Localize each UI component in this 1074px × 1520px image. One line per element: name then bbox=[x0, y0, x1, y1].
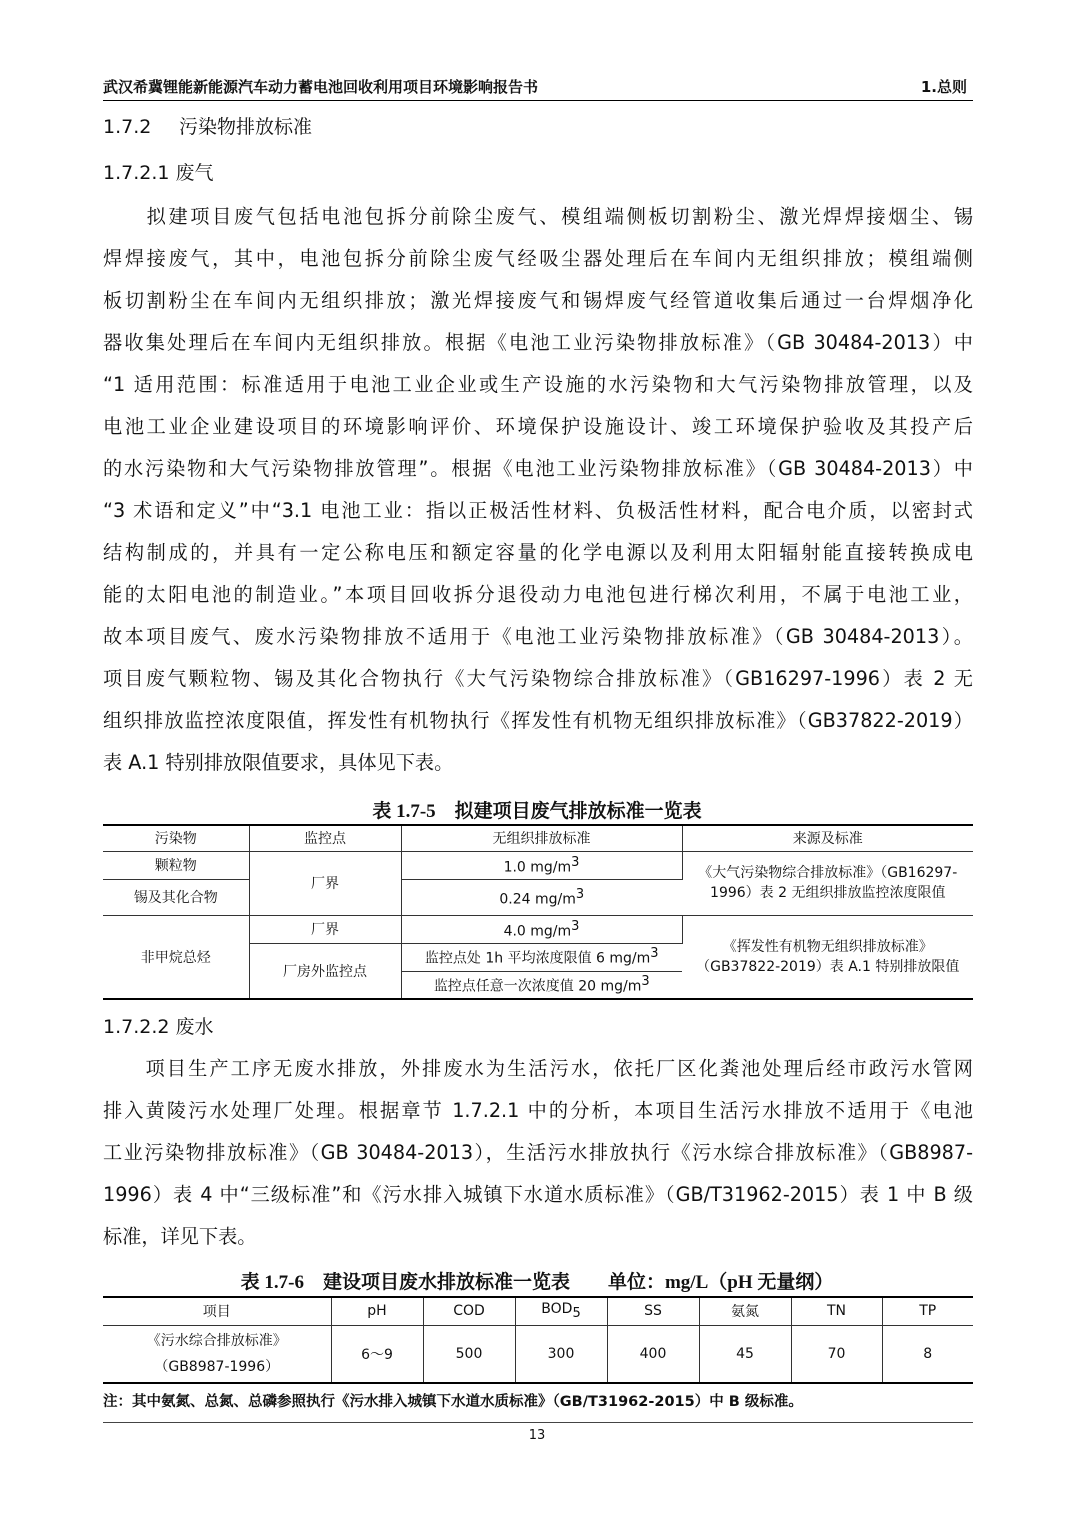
standard-code-line: （GB8987-1996） bbox=[154, 1358, 280, 1375]
section-heading bbox=[103, 112, 312, 139]
paragraph-line: 器收集处理后在车间内无组织排放。根据《电池工业污染物排放标准》（GB 30484-2013）中 bbox=[103, 331, 973, 354]
source-cell: 《大气污染物综合排放标准》（GB16297-1996）表 2 无组织排放监控浓度限值 bbox=[682, 851, 973, 915]
value-cell: 45 bbox=[699, 1325, 791, 1383]
unit-superscript: 3 bbox=[575, 886, 585, 902]
paragraph-line: 故本项目废气、废水污染物排放不适用于《电池工业污染物排放标准》（GB 30484-2013）。 bbox=[103, 625, 973, 648]
value-cell: 400 bbox=[607, 1325, 699, 1383]
wastewater-paragraph bbox=[103, 1048, 973, 1258]
table-header-cell: 项目 bbox=[103, 1297, 331, 1325]
limit-value: 监控点任意一次浓度值 20 mg/m bbox=[433, 978, 642, 995]
report-title: 武汉希冀锂能新能源汽车动力蓄电池回收利用项目环境影响报告书 bbox=[103, 78, 539, 96]
table-header-cell bbox=[515, 1297, 607, 1325]
limit-cell bbox=[401, 943, 682, 971]
table2-caption: 表 1.7-6 建设项目废水排放标准一览表 单位：mg/L（pH 无量纲） bbox=[240, 1272, 834, 1293]
paragraph-line: 组织排放监控浓度限值，挥发性有机物执行《挥发性有机物无组织排放标准》（GB37822-2019） bbox=[103, 709, 973, 732]
limit-value: 4.0 mg/m bbox=[503, 923, 572, 940]
paragraph-line: 表 A.1 特别排放限值要求，具体见下表。 bbox=[103, 751, 454, 774]
monitor-point-cell: 厂界 bbox=[249, 915, 401, 943]
table-note: 注：其中氨氮、总氮、总磷参照执行《污水排入城镇下水道水质标准》（GB/T31962-2015）中 B 级标准。 bbox=[103, 1394, 803, 1410]
section-number: 1.7.2 bbox=[103, 116, 152, 138]
paragraph-line: 项目生产工序无废水排放，外排废水为生活污水，依托厂区化粪池处理后经市政污水管网 bbox=[103, 1057, 973, 1080]
source-cell: 《挥发性有机物无组织排放标准》（GB37822-2019）表 A.1 特别排放限值 bbox=[682, 915, 973, 999]
table-header-cell: 监控点 bbox=[249, 825, 401, 851]
value-cell: 500 bbox=[423, 1325, 515, 1383]
page-header bbox=[103, 72, 973, 101]
paragraph-line: “3 术语和定义”中“3.1 电池工业：指以正极活性材料、负极活性材料，配合电介质，以密封式 bbox=[103, 499, 973, 522]
value-cell: 70 bbox=[791, 1325, 882, 1383]
limit-value: 0.24 mg/m bbox=[499, 891, 576, 908]
table-header-cell: 污染物 bbox=[103, 825, 249, 851]
wastewater-standard-table bbox=[103, 1296, 973, 1384]
unit-superscript: 3 bbox=[571, 918, 580, 934]
limit-value: 监控点处 1h 平均浓度限值 6 mg/m bbox=[424, 950, 651, 967]
value-cell: 6～9 bbox=[331, 1325, 423, 1383]
paragraph-line: 项目废气颗粒物、锡及其化合物执行《大气污染物综合排放标准》（GB16297-1996）表 2 无 bbox=[103, 667, 973, 690]
limit-cell bbox=[401, 879, 682, 915]
table1-caption: 表 1.7-5 拟建项目废气排放标准一览表 bbox=[372, 801, 702, 822]
table-header-cell: TP bbox=[882, 1297, 973, 1325]
value-cell: 8 bbox=[882, 1325, 973, 1383]
standard-name-cell bbox=[103, 1325, 331, 1383]
page-number: 13 bbox=[528, 1428, 546, 1443]
table-header-cell: TN bbox=[791, 1297, 882, 1325]
paragraph-line: 板切割粉尘在车间内无组织排放；激光焊接废气和锡焊废气经管道收集后通过一台焊烟净化 bbox=[103, 289, 973, 312]
limit-value: 1.0 mg/m bbox=[503, 859, 572, 876]
paragraph-line: “1 适用范围：标准适用于电池工业企业或生产设施的水污染物和大气污染物排放管理，以及 bbox=[103, 373, 973, 396]
subsection-heading-wastewater: 1.7.2.2 废水 bbox=[103, 1016, 214, 1038]
value-cell: 300 bbox=[515, 1325, 607, 1383]
paragraph-line: 能的太阳电池的制造业。”本项目回收拆分退役动力电池包进行梯次利用，不属于电池工业， bbox=[103, 583, 973, 606]
paragraph-line: 1996）表 4 中“三级标准”和《污水排入城镇下水道水质标准》（GB/T31962-2015）表 1 中 B 级 bbox=[103, 1183, 973, 1206]
unit-superscript: 3 bbox=[641, 973, 650, 989]
unit-superscript: 3 bbox=[571, 854, 580, 870]
bod-label: BOD bbox=[541, 1301, 573, 1318]
limit-cell bbox=[401, 915, 682, 943]
table-row bbox=[103, 851, 973, 879]
exhaust-paragraph bbox=[103, 196, 973, 784]
paragraph-line: 电池工业企业建设项目的环境影响评价、环境保护设施设计、竣工环境保护验收及其投产后 bbox=[103, 415, 973, 438]
pollutant-cell: 锡及其化合物 bbox=[103, 879, 249, 915]
pollutant-cell: 非甲烷总烃 bbox=[103, 915, 249, 999]
standard-name-line: 《污水综合排放标准》 bbox=[146, 1332, 287, 1349]
limit-cell bbox=[401, 851, 682, 879]
limit-cell bbox=[401, 971, 682, 999]
section-title: 污染物排放标准 bbox=[179, 116, 313, 138]
paragraph-line: 拟建项目废气包括电池包拆分前除尘废气、模组端侧板切割粉尘、激光焊焊接烟尘、锡 bbox=[103, 205, 973, 228]
table-header-cell: COD bbox=[423, 1297, 515, 1325]
paragraph-line: 的水污染物和大气污染物排放管理”。根据《电池工业污染物排放标准》（GB 30484-2013）中 bbox=[103, 457, 973, 480]
paragraph-line: 结构制成的，并具有一定公称电压和额定容量的化学电源以及利用太阳辐射能直接转换成电 bbox=[103, 541, 973, 564]
table-row bbox=[103, 915, 973, 943]
paragraph-line: 焊焊接废气，其中，电池包拆分前除尘废气经吸尘器处理后在车间内无组织排放；模组端侧 bbox=[103, 247, 973, 270]
table-header-row bbox=[103, 825, 973, 851]
subsection-heading-exhaust: 1.7.2.1 废气 bbox=[103, 162, 214, 184]
unit-superscript: 3 bbox=[650, 946, 659, 962]
chapter-label: 1.总则 bbox=[920, 78, 967, 96]
paragraph-line: 排入黄陵污水处理厂处理。根据章节 1.7.2.1 中的分析，本项目生活污水排放不适用于《电池 bbox=[103, 1099, 973, 1122]
pollutant-cell: 颗粒物 bbox=[103, 851, 249, 879]
exhaust-standard-table bbox=[103, 824, 973, 1000]
table-header-cell: 无组织排放标准 bbox=[401, 825, 682, 851]
table-header-cell: 氨氮 bbox=[699, 1297, 791, 1325]
table-header-row bbox=[103, 1297, 973, 1325]
paragraph-line: 标准，详见下表。 bbox=[103, 1225, 257, 1248]
table-header-cell: pH bbox=[331, 1297, 423, 1325]
paragraph-line: 工业污染物排放标准》（GB 30484-2013），生活污水排放执行《污水综合排放标准》（GB8987- bbox=[103, 1141, 973, 1164]
monitor-point-cell: 厂界 bbox=[249, 851, 401, 915]
table-header-cell: 来源及标准 bbox=[682, 825, 973, 851]
table-header-cell: SS bbox=[607, 1297, 699, 1325]
table-row bbox=[103, 1325, 973, 1383]
bod-subscript: 5 bbox=[572, 1306, 581, 1322]
monitor-point-cell: 厂房外监控点 bbox=[249, 943, 401, 999]
footer-divider bbox=[103, 1422, 973, 1423]
